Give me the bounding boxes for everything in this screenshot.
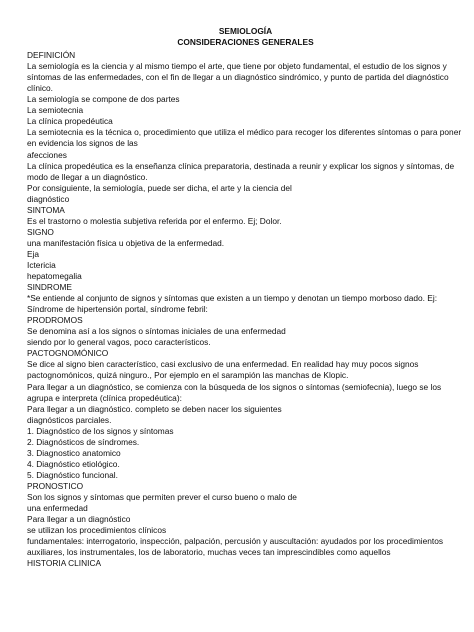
paragraph: Se denomina así a los signos o síntomas iniciales de una enfermedad	[27, 326, 286, 337]
list-item: 1. Diagnóstico de los signos y síntomas	[27, 425, 174, 436]
paragraph: Son los signos y síntomas que permiten prever el curso bueno o malo de	[27, 491, 297, 502]
heading-sindrome: SINDROME	[27, 282, 72, 293]
list-item: 2. Diagnósticos de síndromes.	[27, 436, 140, 447]
heading-definicion: DEFINICIÓN	[27, 50, 76, 61]
heading-historia-clinica: HISTORIA CLINICA	[27, 558, 102, 569]
paragraph: La semiología se compone de dos partes	[27, 94, 180, 105]
heading-pactognomonico: PACTOGNOMÓNICO	[27, 348, 109, 359]
paragraph: La clínica propedéutica	[27, 116, 113, 127]
paragraph: siendo por lo general vagos, poco característicos.	[27, 337, 211, 348]
paragraph: afecciones	[27, 149, 67, 160]
heading-prodromos: PRODROMOS	[27, 315, 83, 326]
heading-signo: SIGNO	[27, 226, 54, 237]
heading-pronostico: PRONOSTICO	[27, 480, 84, 491]
list-item: 3. Diagnostico anatomico	[27, 447, 121, 458]
paragraph: una enfermedad	[27, 503, 88, 514]
paragraph: Para llegar a un diagnóstico	[27, 514, 131, 525]
paragraph: Por consiguiente, la semiología, puede ser dicha, el arte y la ciencia del	[27, 182, 292, 193]
paragraph: La semiotecnia	[27, 105, 84, 116]
paragraph: fundamentales: interrogatorio, inspección, palpación, percusión y auscultación: ayudados por los procedimientos auxiliares, los instrumentales, los de laboratorio, muchas veces tan imprescindibles como aquellos	[27, 536, 444, 558]
paragraph: diagnósticos parciales.	[27, 414, 112, 425]
heading-sintoma: SINTOMA	[27, 204, 65, 215]
paragraph: La semiotecnia es la técnica o, procedimiento que utiliza el médico para recoger los diferentes síntomas o para poner en evidencia los signos de las	[27, 127, 462, 149]
paragraph: una manifestación física u objetiva de la enfermedad.	[27, 237, 225, 248]
paragraph: Para llegar a un diagnóstico. completo se deben nacer los siguientes	[27, 403, 282, 414]
paragraph: se utilizan los procedimientos clínicos	[27, 525, 167, 536]
paragraph: *Se entiende al conjunto de signos y síntomas que existen a un tiempo y denotan un tiempo morboso dado. Ej: Síndrome de hipertensión portal, síndrome febril:	[27, 293, 438, 315]
document-subtitle: CONSIDERACIONES GENERALES	[177, 37, 314, 48]
paragraph: Es el trastorno o molestia subjetiva referida por el enfermo. Ej; Dolor.	[27, 215, 282, 226]
paragraph: Eja	[27, 248, 40, 259]
paragraph: diagnóstico	[27, 193, 70, 204]
paragraph: La semiología es la ciencia y al mismo tiempo el arte, que tiene por objeto fundamental, el estudio de los signos y síntomas de las enfermedades, con el fin de llegar a un diagnóstico sindrómico, y punto de partida del diagnóstico clínico.	[27, 61, 449, 94]
paragraph: La clínica propedéutica es la enseñanza clínica preparatoria, destinada a reunir y explicar los signos y síntomas, de modo de llegar a un diagnóstico.	[27, 160, 455, 182]
paragraph: Para llegar a un diagnóstico, se comienza con la búsqueda de los signos o síntomas (semiofecnia), luego se los agrupa e interpreta (clínica propedéutica):	[27, 381, 442, 403]
document-title: SEMIOLOGÍA	[218, 26, 273, 36]
paragraph: Ictericia	[27, 259, 56, 270]
paragraph: hepatomegalia	[27, 271, 82, 282]
list-item: 4. Diagnóstico etiológico.	[27, 458, 120, 469]
list-item: 5. Diagnóstico funcional.	[27, 469, 118, 480]
paragraph: Se dice al signo bien característico, casi exclusivo de una enfermedad. En realidad hay muy pocos signos pactognomónicos, quizá ninguro., Por ejemplo en el sarampión las manchas de Klopic.	[27, 359, 419, 381]
